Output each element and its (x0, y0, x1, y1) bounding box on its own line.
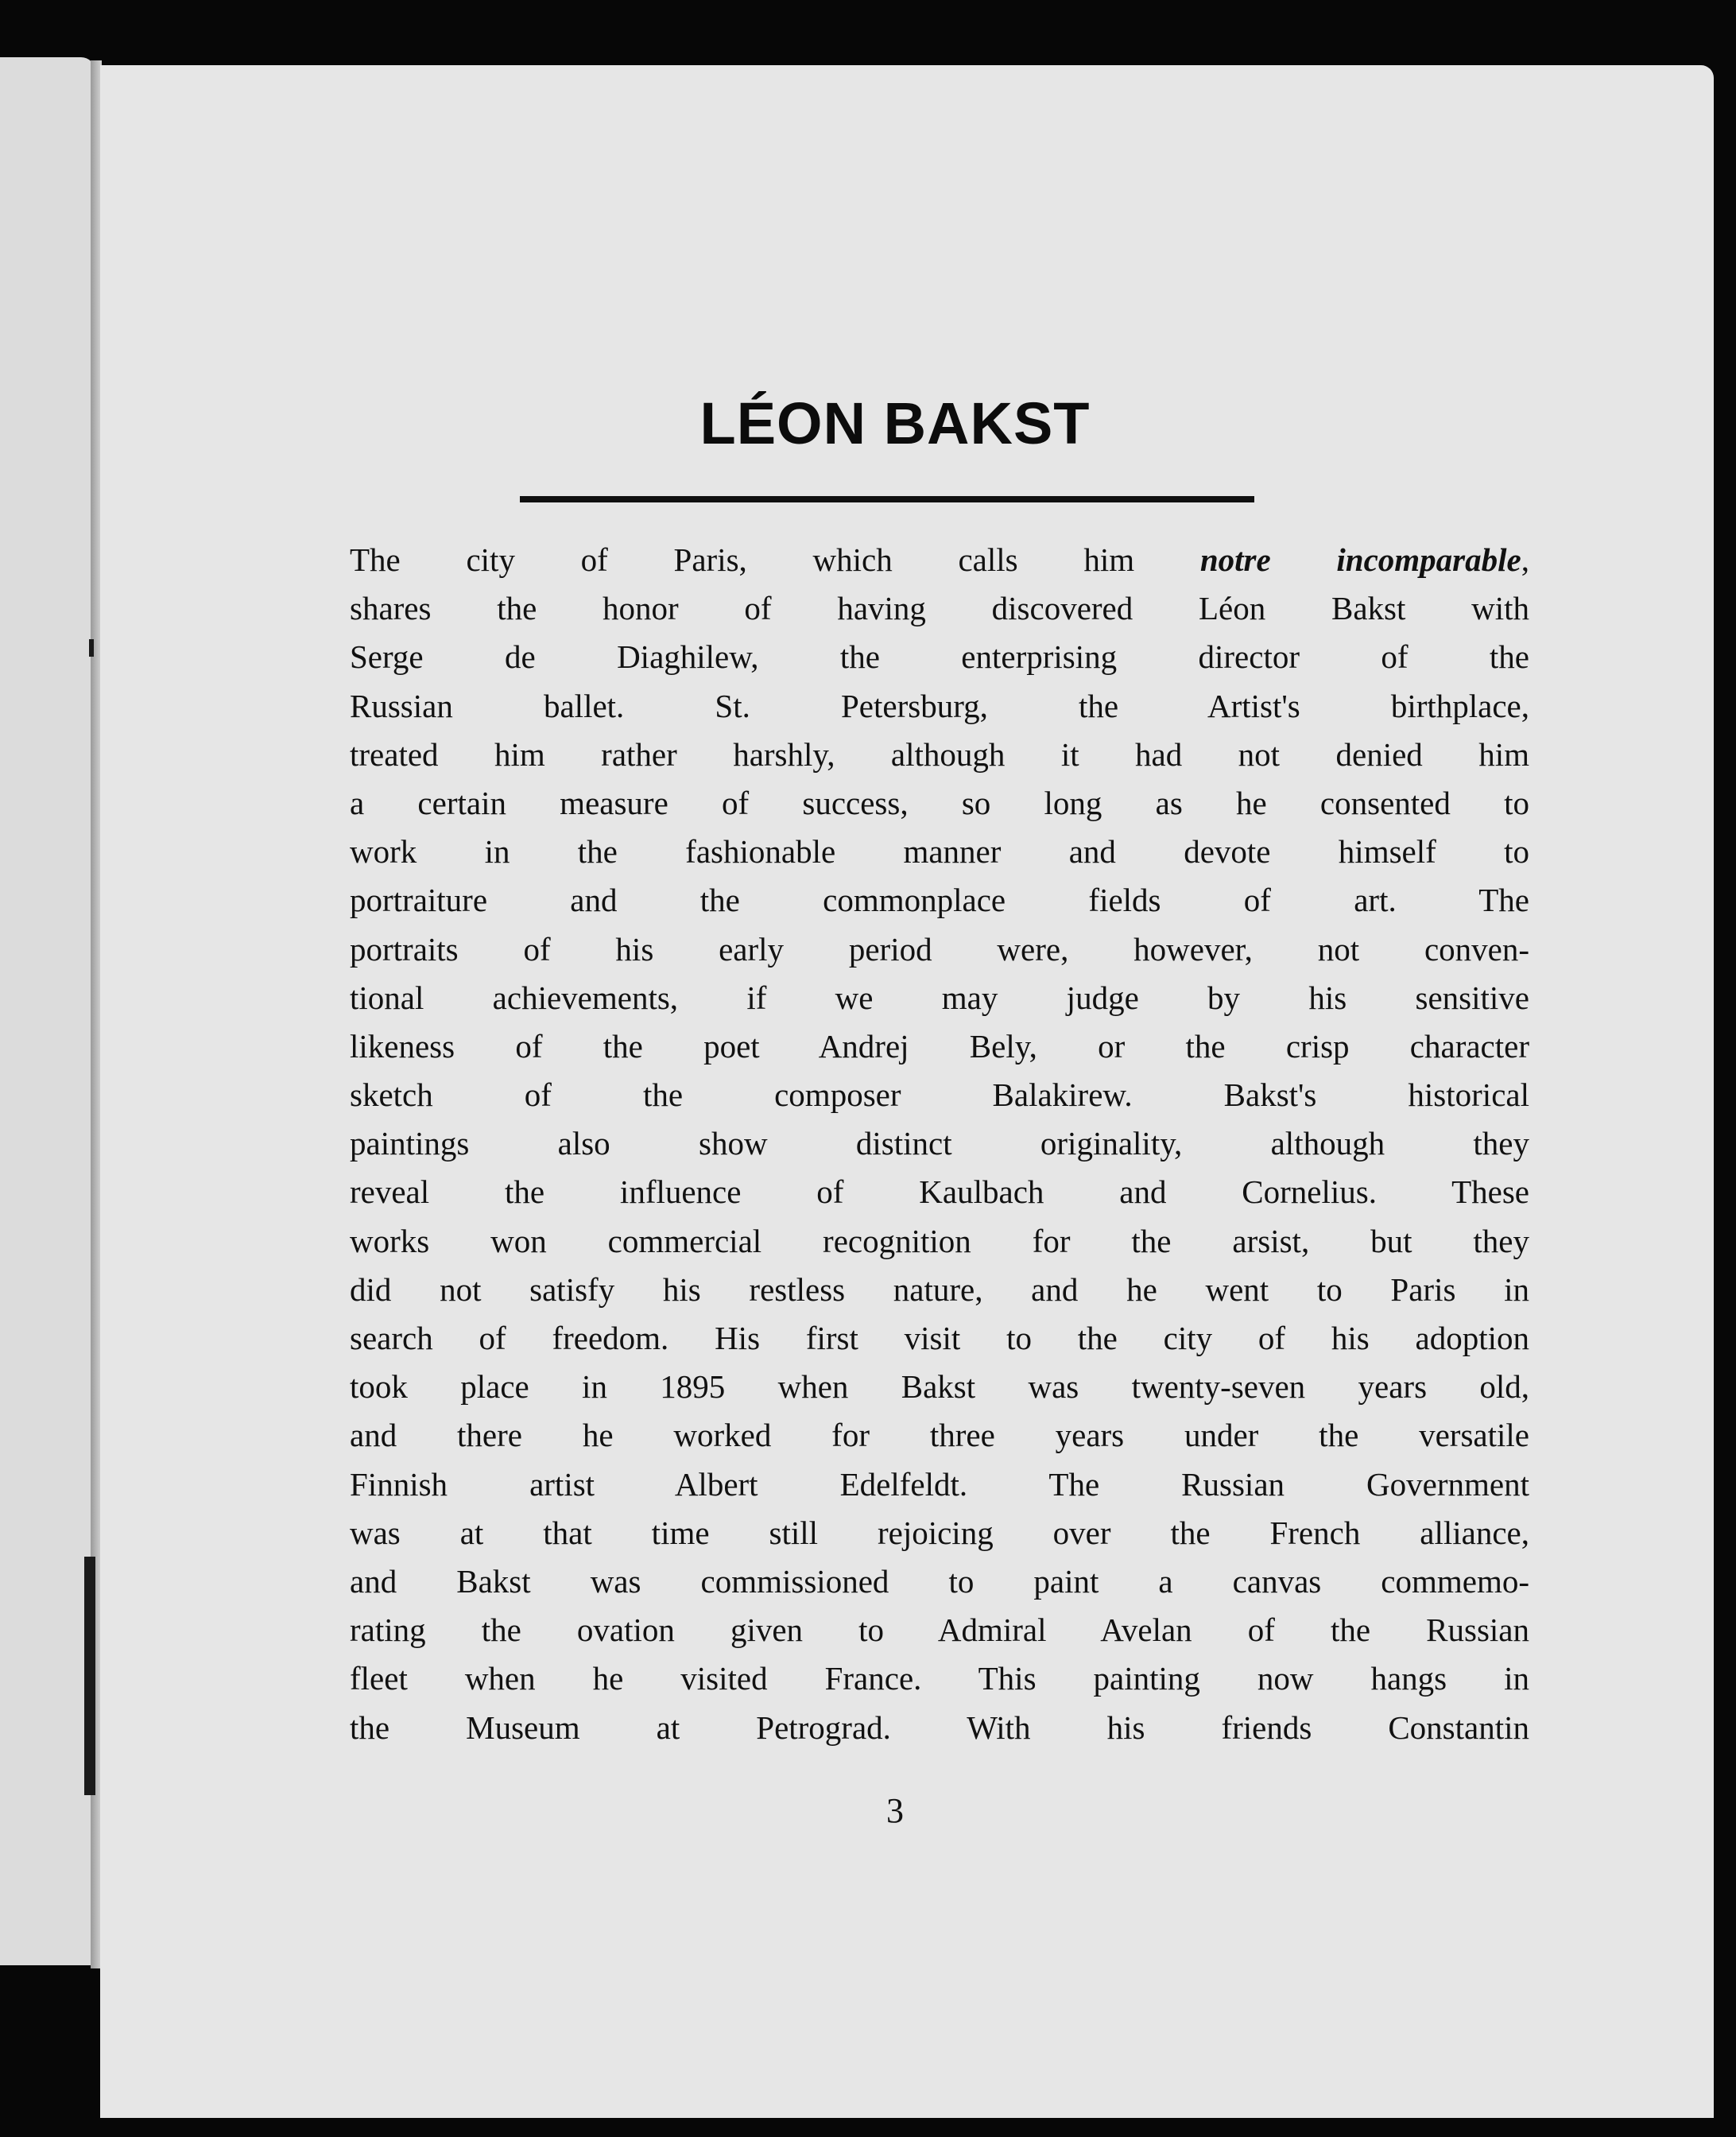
text-line: did not satisfy his restless nature, and he went to Paris in (350, 1270, 1529, 1308)
text-line: sketch of the composer Balakirew. Bakst's historical (350, 1076, 1529, 1114)
text-line: a certain measure of success, so long as he consented to (350, 784, 1529, 821)
text-line: works won commercial recognition for the arsist, but they (350, 1222, 1529, 1259)
text-line: portraiture and the commonplace fields of art. The (350, 882, 1529, 919)
text-line: work in the fashionable manner and devote himself to (350, 833, 1529, 871)
page-number: 3 (886, 1791, 904, 1830)
text-segment: The city of Paris, which calls him (350, 541, 1200, 578)
text-line: likeness of the poet Andrej Bely, or the crisp character (350, 1027, 1529, 1065)
text-line: treated him rather harshly, although it had not denied him (350, 735, 1529, 773)
binding-mark (84, 1557, 95, 1795)
text-line: reveal the influence of Kaulbach and Cornelius. These (350, 1173, 1529, 1211)
text-segment: , (1521, 541, 1529, 578)
text-line: was at that time still rejoicing over the French alliance, (350, 1514, 1529, 1551)
title-rule (520, 496, 1254, 502)
previous-page-edge (0, 57, 95, 1965)
text-line (350, 536, 1529, 584)
text-line: paintings also show distinct originality, although they (350, 1125, 1529, 1162)
page-title: LÉON BAKST (699, 390, 1091, 456)
text-line: the Museum at Petrograd. With his friends Constantin (350, 1708, 1529, 1746)
text-line: took place in 1895 when Bakst was twenty-seven years old, (350, 1368, 1529, 1406)
text-line: Finnish artist Albert Edelfeldt. The Russian Government (350, 1465, 1529, 1503)
text-line: rating the ovation given to Admiral Avelan of the Russian (350, 1611, 1529, 1649)
text-line: search of freedom. His first visit to the city of his adoption (350, 1320, 1529, 1356)
text-line: shares the honor of having discovered Léon Bakst with (350, 590, 1529, 627)
text-line: Serge de Diaghilew, the enterprising director of the (350, 638, 1529, 676)
document-page (100, 65, 1714, 2118)
text-line: and Bakst was commissioned to paint a canvas commemo- (350, 1562, 1529, 1600)
text-line: Russian ballet. St. Petersburg, the Artist's birthplace, (350, 687, 1529, 724)
text-line: portraits of his early period were, however, not conven- (350, 930, 1529, 968)
body-paragraph (350, 536, 1529, 1752)
text-line: fleet when he visited France. This painting now hangs in (350, 1660, 1529, 1697)
italic-phrase: notre incomparable (1199, 541, 1521, 578)
binding-mark (89, 639, 94, 657)
text-line: and there he worked for three years under the versatile (350, 1417, 1529, 1454)
text-line: tional achievements, if we may judge by his sensitive (350, 979, 1529, 1016)
